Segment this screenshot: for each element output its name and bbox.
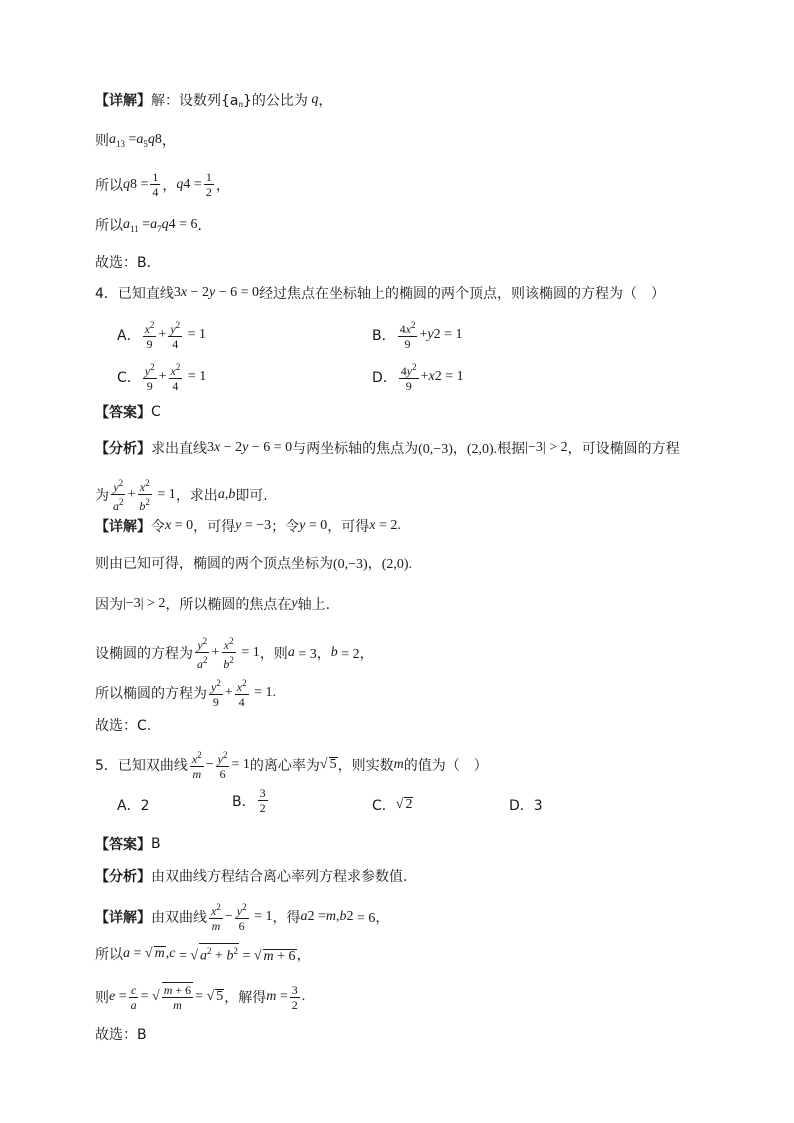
q5-option-c[interactable]: C． √ 2 [372,797,413,814]
q4-line2: 则由已知可得，椭圆的两个顶点坐标为 (0,−3)，(2,0). [95,556,413,572]
q5-detail: 【详解】 由双曲线 $\frac{x^2}{m}$ − $\frac{y^2}{6}$ = 1 ，得 a 2 = m , b 2 = 6， [95,902,390,933]
q4-analysis: 【分析】 求出直线 3 x − 2 y − 6 = 0 与两坐标轴的焦点为 (0,−3)，(2,0). 根据 |−3| > 2 ，可设椭圆的方程 [95,440,680,457]
q5-option-a[interactable]: A．2 [117,798,150,814]
s3-end: 故选：B． [95,255,161,271]
s3-line4: 所以 a $_{11}$ = a $_7$ q 4 = 6 ． [95,216,212,234]
s3-detail-line: 【详解】 解：设数列{a $_n$ }的公比为 q ， [95,92,333,109]
q4-line5: 所以椭圆的方程为 $\frac{y^2}{9}$ + $\frac{x^2}{4}$ = 1. [95,678,276,709]
s3-line3: 所以 q 8 = $\frac{1}{4}$ ， q 4 = $\frac{1}{2}$ ， [95,170,230,199]
q4-option-b[interactable]: B． $\frac{4x^2}{9}$ + y 2 = 1 [372,320,463,351]
q5-line3: 则 e = $\frac{c}{a}$ = √ $\frac{m + 6}{m}$ = √ 5 ，解得 m = $\frac{3}{2}$ . [95,982,306,1012]
q4-detail: 【详解】 令 x = 0 ，可得 y = −3 ；令 y = 0 ，可得 x = 2. [95,518,401,535]
q4-line3: 因为 |−3| > 2 ，所以椭圆的焦点在 y 轴上. [95,596,331,613]
q4-analysis-cont: 为 $\frac{y^2}{a^2}$ + $\frac{x^2}{b^2}$ = 1 ，求出 a , b 即可. [95,478,268,513]
q4-option-d[interactable]: D． $\frac{4y^2}{9}$ + x 2 = 1 [372,362,464,393]
q4-line4: 设椭圆的方程为 $\frac{y^2}{a^2}$ + $\frac{x^2}{b^2}$ = 1 ，则 a = 3， b = 2， [95,636,374,671]
q5-option-d[interactable]: D．3 [509,798,543,814]
q4-stem: 4．已知直线 3 x − 2 y − 6 = 0 经过焦点在坐标轴上的椭圆的两个顶点，则该椭圆的方程为（ ） [95,285,666,302]
q4-option-a[interactable]: A． $\frac{x^2}{9}$ + $\frac{y^2}{4}$ = 1 [117,320,207,351]
q5-analysis: 【分析】 由双曲线方程结合离心率列方程求参数值. [95,869,408,885]
s3-line2: 则 a $_{13}$ = a $_5$ q 8 ， [95,131,176,149]
q5-stem: 5．已知双曲线 $\frac{x^2}{m}$ − $\frac{y^2}{6}$ = 1 的离心率为 √ 5 ，则实数 m 的值为（ ） [95,750,488,781]
q5-answer: 【答案】 B [95,836,161,853]
q5-option-b[interactable]: B． $\frac{3}{2}$ [232,786,266,815]
q4-option-c[interactable]: C． $\frac{y^2}{9}$ + $\frac{x^2}{4}$ = 1 [117,362,207,393]
q4-answer: 【答案】 C [95,404,161,421]
q5-end: 故选：B [95,1027,147,1043]
q4-end: 故选：C. [95,718,152,734]
q5-line2: 所以 a = √ m, c = √ $a^2 + b^2$ = √ m + 6， [95,943,311,965]
detail-label: 【详解】 [95,93,151,109]
s3-text: 解：设数列{a [151,93,239,109]
